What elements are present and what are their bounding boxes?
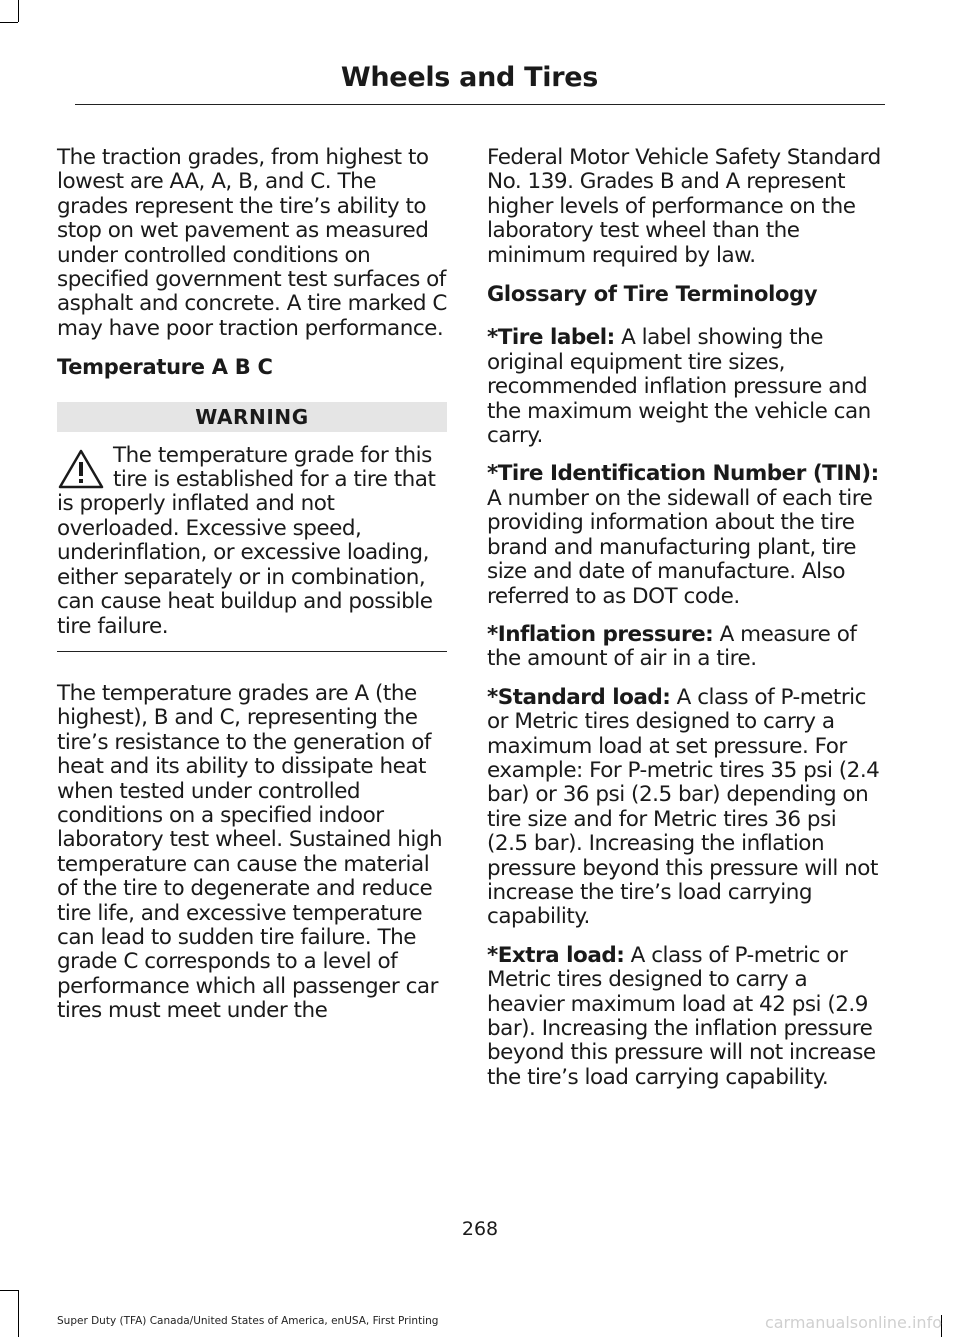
- definition: A measure of the amount of air in a tire.: [487, 621, 857, 672]
- glossary-item-tin: [487, 462, 882, 608]
- temperature-paragraph: The temperature grades are A (the highest), B and C, representing the tire’s resistance to the generation of heat and its ability to dissipate heat when tested under controlled conditions on a specified indoor laboratory test wheel. Sustained high temperature can cause the material of the tire to degenerate and reduce tire life, and excessive temperature can lead to sudden tire failure. The grade C corresponds to a level of performance which all passenger car tires must meet under the: [57, 680, 443, 1024]
- crop-mark-top-left-h: [0, 22, 18, 23]
- glossary-item-tire-label: [487, 326, 882, 448]
- term: *Tire Identification Number (TIN):: [487, 461, 879, 487]
- definition: A label showing the original equipment tire sizes, recommended inflation pressure and the maximum weight the vehicle can carry.: [487, 325, 871, 449]
- warning-rule: [57, 651, 447, 652]
- crop-mark-bottom-left-h: [0, 1290, 18, 1291]
- temperature-heading: Temperature A B C: [57, 355, 273, 380]
- left-column: [57, 146, 447, 1038]
- term: *Tire label:: [487, 325, 615, 351]
- watermark: carmanualsonline.info: [764, 1313, 942, 1332]
- definition: A class of P-metric or Metric tires designed to carry a maximum load at set pressure. For example: For P-metric tires 35 psi (2.4 bar) or 36 psi (2.5 bar) depending on tire size and for Metric tires 36 psi (2.5 bar). Increasing the inflation pressure beyond this pressure will not increase the tire’s load carrying capability.: [487, 684, 880, 930]
- glossary-heading: Glossary of Tire Terminology: [487, 282, 818, 307]
- glossary-item-inflation-pressure: [487, 623, 882, 672]
- footer-text: Super Duty (TFA) Canada/United States of America, enUSA, First Printing: [57, 1315, 439, 1327]
- crop-mark-bottom-left-v: [18, 1290, 19, 1337]
- header-rule: [75, 104, 885, 105]
- term: *Extra load:: [487, 942, 625, 968]
- term: *Inflation pressure:: [487, 621, 714, 647]
- fmvss-paragraph: Federal Motor Vehicle Safety Standard No. 139. Grades B and A represent higher levels of performance on the laboratory test wheel than the minimum required by law.: [487, 145, 881, 268]
- definition: A class of P-metric or Metric tires designed to carry a heavier maximum load at 42 psi (2.9 bar). Increasing the inflation pressure beyond this pressure will not increase the tire’s load carrying capability.: [487, 942, 876, 1090]
- glossary-item-standard-load: [487, 686, 882, 930]
- page-number: 268: [461, 1218, 499, 1240]
- warning-body: [57, 444, 447, 639]
- warning-banner: WARNING: [57, 402, 447, 432]
- warning-triangle-icon: [57, 448, 105, 490]
- definition: A number on the sidewall of each tire providing information about the tire brand and manufacturing plant, tire size and date of manufacture. Also referred to as DOT code.: [487, 485, 873, 609]
- right-column: [487, 146, 882, 1104]
- traction-paragraph: The traction grades, from highest to lowest are AA, A, B, and C. The grades represent the tire’s ability to stop on wet pavement as measured under controlled conditions on specified government test surfaces of asphalt and concrete. A tire marked C may have poor traction performance.: [57, 145, 447, 341]
- page-title: Wheels and Tires: [340, 62, 598, 93]
- term: *Standard load:: [487, 684, 671, 710]
- glossary-item-extra-load: [487, 944, 882, 1090]
- warning-text: The temperature grade for this tire is established for a tire that is properly inflated and not overloaded. Excessive speed, underinflation, or excessive loading, either separately or in combination, can cause heat buildup and possible tire failure.: [57, 442, 436, 639]
- crop-mark-top-left-v: [18, 0, 19, 22]
